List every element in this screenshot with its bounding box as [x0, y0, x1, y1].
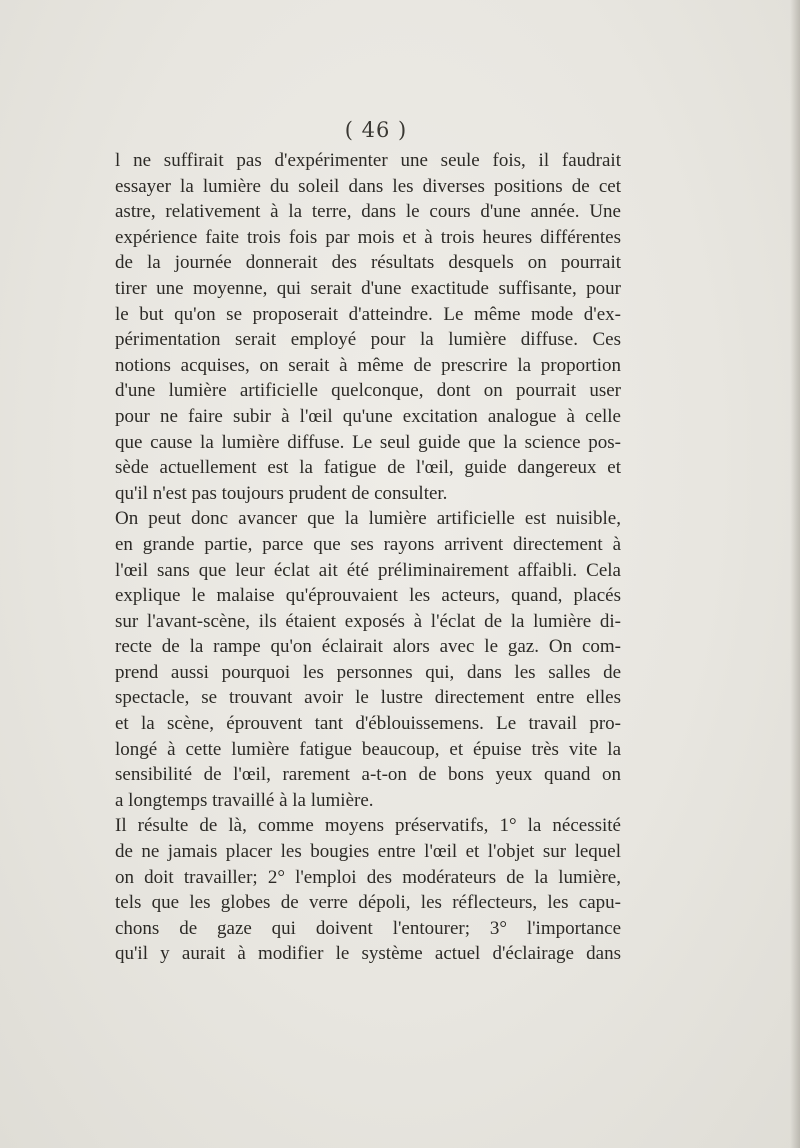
text-line: sur l'avant-scène, ils étaient exposés à l'éclat de la lumière di-: [115, 610, 621, 632]
text-line: sensibilité de l'œil, rarement a-t-on de bons yeux quand on: [115, 764, 621, 786]
text-line: expérience faite trois fois par mois et à trois heures différentes: [115, 226, 621, 248]
text-line: tels que les globes de verre dépoli, les réflecteurs, les capu-: [115, 892, 621, 914]
text-line: tirer une moyenne, qui serait d'une exactitude suffisante, pour: [115, 277, 621, 299]
text-line: pour ne faire subir à l'œil qu'une excitation analogue à celle: [115, 405, 621, 427]
text-line: de la journée donnerait des résultats desquels on pourrait: [115, 252, 621, 274]
text-line: astre, relativement à la terre, dans le cours d'une année. Une: [115, 201, 621, 223]
text-line: explique le malaise qu'éprouvaient les acteurs, quand, placés: [115, 585, 621, 607]
text-line: spectacle, se trouvant avoir le lustre directement entre elles: [115, 687, 621, 709]
text-line: sède actuellement est la fatigue de l'œil, guide dangereux et: [115, 457, 621, 479]
text-line: l ne suffirait pas d'expérimenter une seule fois, il faudrait: [115, 150, 621, 171]
page-number: ( 46 ): [344, 118, 408, 142]
text-line: le but qu'on se proposerait d'atteindre. Le même mode d'ex-: [115, 303, 621, 325]
text-line: d'une lumière artificielle quelconque, dont on pourrait user: [115, 380, 621, 402]
text-line: longé à cette lumière fatigue beaucoup, et épuise très vite la: [115, 738, 621, 760]
text-line: de ne jamais placer les bougies entre l'œil et l'objet sur lequel: [115, 841, 621, 863]
text-line: chons de gaze qui doivent l'entourer; 3° l'importance: [115, 917, 621, 939]
text-line: recte de la rampe qu'on éclairait alors avec le gaz. On com-: [115, 636, 621, 658]
text-line: notions acquises, on serait à même de prescrire la proportion: [115, 354, 621, 376]
text-line: et la scène, éprouvent tant d'éblouissemens. Le travail pro-: [115, 713, 621, 735]
text-line: on doit travailler; 2° l'emploi des modérateurs de la lumière,: [115, 866, 621, 888]
text-line: On peut donc avancer que la lumière artificielle est nuisible,: [115, 508, 621, 530]
text-line: que cause la lumière diffuse. Le seul guide que la science pos-: [115, 431, 621, 453]
text-line: prend aussi pourquoi les personnes qui, dans les salles de: [115, 661, 621, 683]
body-text: [115, 148, 621, 967]
text-line: a longtemps travaillé à la lumière.: [115, 789, 374, 811]
text-line: qu'il y aurait à modifier le système actuel d'éclairage dans: [115, 943, 621, 965]
text-line: essayer la lumière du soleil dans les diverses positions de cet: [115, 175, 621, 197]
text-line: qu'il n'est pas toujours prudent de consulter.: [115, 482, 448, 504]
text-line: en grande partie, parce que ses rayons arrivent directement à: [115, 533, 621, 555]
text-line: périmentation serait employé pour la lumière diffuse. Ces: [115, 329, 621, 351]
text-line: Il résulte de là, comme moyens préservatifs, 1° la nécessité: [115, 815, 621, 837]
page-edge-shadow: [790, 0, 800, 1148]
text-line: l'œil sans que leur éclat ait été préliminairement affaibli. Cela: [115, 559, 621, 581]
